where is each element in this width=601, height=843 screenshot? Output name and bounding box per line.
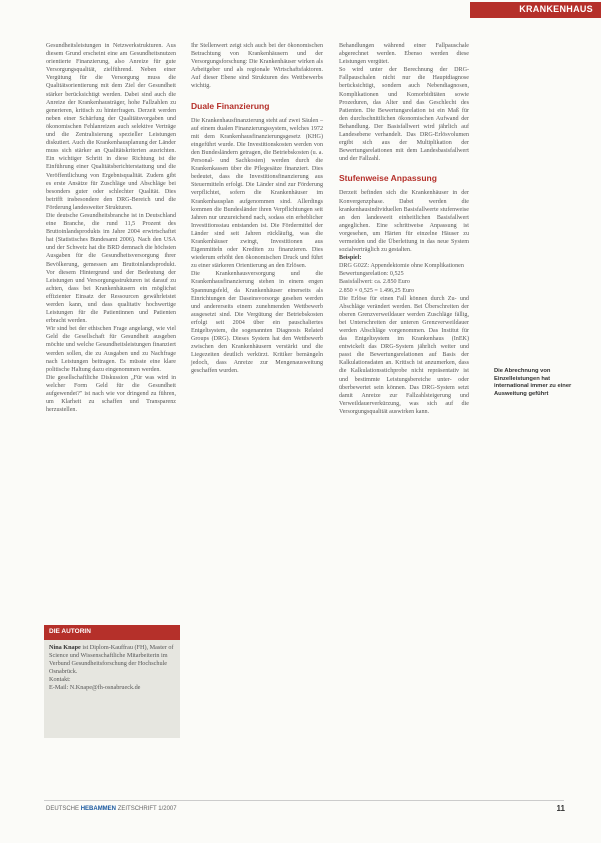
footer-suffix: ZEITSCHRIFT 1/2007 bbox=[117, 806, 177, 812]
section-header-bar bbox=[470, 2, 601, 18]
author-contact-label: Kontakt: bbox=[49, 676, 71, 683]
example-line: Basisfallwert: ca. 2.850 Euro bbox=[339, 279, 410, 286]
page-number: 11 bbox=[556, 804, 565, 813]
footer-prefix: DEUTSCHE bbox=[46, 806, 80, 812]
paragraph: Behandlungen während einer Fallpauschale abgerechnet werden. Ebenso werden diese Leistungen vergütet. bbox=[339, 43, 469, 66]
footer-divider bbox=[44, 800, 564, 801]
paragraph: Gesundheitsleistungen in Netzwerkstrukturen. Aus diesem Grund erscheint eine am Gesundheitsnutzen orientierte Finanzierung, also Anreize für gute Versorgungsqualität, zielführend. Neben einer Vergütung für die Versorgung muss die Qualitätsorientierung mit dem Ziel der Gesundheit stärker berücksichtigt werden. Dabei sind auch die Anreize der Krankenhausträger, hohe Fallzahlen zu generieren, kritisch zu hinterfragen. Derzeit werden neben einer Schärfung der Qualitätsvorgaben und ökonomischen Fehlanreizen auch selektive Verträge und die Zentralisierung spezieller Leistungen diskutiert. Auch die Krankenhausplanung der Länder muss sich stärker an Qualitätskriterien ausrichten. Ein wichtiger Schritt in diese Richtung ist die Einführung einer Qualitätsberichterstattung und die Veröffentlichung von Ergebnisqualität. Zudem gibt es erste Ansätze für Zuschläge und Abschläge bei besonders guter oder schlechter Qualität. Dies betrifft insbesondere den DRG-Bereich und die Förderung landesweiter Strukturen. bbox=[46, 43, 176, 211]
example-label: Beispiel: bbox=[339, 255, 362, 262]
column-2 bbox=[191, 42, 323, 376]
author-box bbox=[44, 625, 180, 738]
author-name: Nina Knape bbox=[49, 644, 81, 651]
example-line: Bewertungsrelation: 0,525 bbox=[339, 271, 404, 278]
column-1 bbox=[46, 42, 176, 414]
paragraph: Die Erlöse für einen Fall können durch Zu- und Abschläge verändert werden. Bei Überschreiten der oberen Grenzverweildauer werden Zuschläge fällig, bei Unterschreiten der unteren Grenzverweildauer werden Abschläge vorgenommen. Das Institut für das Entgeltsystem im Krankenhaus (InEK) entwickelt das DRG-System jährlich weiter und passt die Bewertungsrelationen auf Basis der Kalkulationsdaten an. Kritisch ist anzumerken, dass die Kalkulationsstichprobe nicht repräsentativ ist und bestimmte Leistungsbereiche unter- oder überbewertet sein können. Das DRG-System setzt damit Anreize zur Fallzahlsteigerung und Verweildauerverkürzung, was sich auf die Versorgungsqualität auswirken kann. bbox=[339, 295, 469, 415]
section-title: KRANKENHAUS bbox=[519, 4, 593, 14]
paragraph: Die Krankenhausfinanzierung steht auf zwei Säulen – auf einem dualen Finanzierungssystem, welches 1972 mit dem Krankenhausfinanzierungsgesetz (KHG) eingeführt wurde. Die Investitionskosten werden von den Bundesländern getragen, die Betriebskosten (u. a. Personal- und Sachkosten) werden durch die Krankenkassen über die Pflegesätze finanziert. Dies bedeutet, dass die Investitionsfinanzierung aus Steuermitteln erfolgt. Die Länder sind zur Förderung verpflichtet, sofern die Krankenhäuser im Krankenhausplan aufgenommen sind. Allerdings kommen die Bundesländer ihren Verpflichtungen seit Jahren nur unzureichend nach, sodass ein erheblicher Investitionsstau entstanden ist. Die Fördermittel der Länder sind seit Jahren rückläufig, was die Krankenhäuser zwingt, Investitionen aus Eigenmitteln oder Krediten zu finanzieren. Dies wiederum erhöht den ökonomischen Druck und führt zu einer stärkeren Orientierung an den Erlösen. bbox=[191, 117, 323, 270]
example-line: DRG G02Z: Appendektomie ohne Komplikationen bbox=[339, 263, 464, 270]
paragraph: Die deutsche Gesundheitsbranche ist in Deutschland eine Branche, die rund 11,5 Prozent des Bruttoinlandsprodukts im Jahre 2004 erwirtschaftet hat (Statistisches Bundesamt 2006). Nach den USA und der Schweiz hat die BRD demnach die höchsten Ausgaben für die Gesundheitsversorgung ihrer Bevölkerung, gemessen am Bruttoinlandsprodukt. Vor diesem Hintergrund und der Bedeutung der Leistungen und Versorgungsstrukturen ist darauf zu achten, dass bei Krankenhäusern ein möglichst effizienter Einsatz der Ressourcen gewährleistet werden kann, und dass qualitativ hochwertige Leistungen für die Patientinnen und Patienten erbracht werden. bbox=[46, 212, 176, 325]
column-3 bbox=[339, 42, 469, 416]
paragraph: So wird unter der Berechnung der DRG-Fallpauschalen nicht nur die Hauptdiagnose berücksichtigt, sondern auch Nebendiagnosen, Komplikationen und Komorbiditäten sowie Prozeduren, das Alter und das Geschlecht des Patienten. Die Bewertungsrelation ist ein Maß für den durchschnittlichen ökonomischen Aufwand der Behandlung. Der Basisfallwert wird jährlich auf Landesebene verhandelt. Das DRG-Erlösvolumen ergibt sich aus der Multiplikation der Bewertungsrelationen mit dem Landesbasisfallwert und der Fallzahl. bbox=[339, 67, 469, 163]
example-line: 2.850 × 0,525 = 1.496,25 Euro bbox=[339, 287, 415, 294]
footer-brand: HEBAMMEN bbox=[80, 806, 117, 812]
section-heading: Duale Finanzierung bbox=[191, 100, 270, 111]
author-bio: ist Diplom-Kauffrau (FH), Master of Science und Wissenschaftliche Mitarbeiterin im Verbund Gesundheitsforschung der Hochschule Osnabrück. bbox=[49, 644, 174, 675]
author-heading: DIE AUTORIN bbox=[44, 625, 180, 640]
paragraph: Derzeit befinden sich die Krankenhäuser in der Konvergenzphase. Dabei werden die krankenhausindividuellen Basisfallwerte stufenweise an den landesweit einheitlichen Basisfallwert angeglichen. Eine schrittweise Anpassung ist vorgesehen, um Härten für einzelne Häuser zu vermeiden und die Überleitung in das neue System sozialverträglich zu gestalten. bbox=[339, 190, 469, 254]
author-email[interactable]: E-Mail: N.Knape@fh-osnabrueck.de bbox=[49, 684, 141, 691]
pull-quote: Die Abrechnung von Einzelleistungen hat international immer zu einer Ausweitung geführt bbox=[494, 368, 572, 397]
section-heading: Stufenweise Anpassung bbox=[339, 173, 437, 184]
paragraph: Ihr Stellenwert zeigt sich auch bei der ökonomischen Betrachtung von Krankenhäusern und der Versorgungsforschung: Die Krankenhäuser wirken als Arbeitgeber und als regionale Wirtschaftsfaktoren. Auf dieser Ebene sind Strukturen des Wettbewerbs wichtig. bbox=[191, 43, 323, 90]
paragraph: Wir sind bei der ethischen Frage angelangt, wie viel Geld die Gesellschaft für Gesundheit ausgeben möchte und welche Gesundheitsleistungen finanziert werden sollen, die zu Ausgaben und zu Nachfrage nach Leistungen beitragen. Es müsste eine klare politische Haltung dazu eingenommen werden. bbox=[46, 326, 176, 373]
paragraph: Die gesellschaftliche Diskussion „Für was wird in welcher Form Geld für die Gesundheit aufgewendet?" ist nach wie vor dringend zu führen, um Klarheit zu schaffen und Transparenz herzustellen. bbox=[46, 374, 176, 414]
paragraph: Die Krankenhausversorgung und die Krankenhausfinanzierung stehen in einem engen Spannungsfeld, da Krankenhäuser einerseits als Einrichtungen der Daseinsvorsorge gesehen werden und andererseits einem zunehmenden Wettbewerb ausgesetzt sind. Die Vergütung der Betriebskosten erfolgt seit 2004 über ein pauschaliertes Entgeltsystem, die sogenannten Diagnosis Related Groups (DRG). Dieses System hat den Wettbewerb zwischen den Krankenhäusern verstärkt und die Liegezeiten deutlich verkürzt. Kritiker bemängeln jedoch, dass Anreize zur Mengenausweitung geschaffen wurden. bbox=[191, 271, 323, 375]
author-text bbox=[44, 640, 180, 696]
footer-journal bbox=[46, 806, 177, 812]
